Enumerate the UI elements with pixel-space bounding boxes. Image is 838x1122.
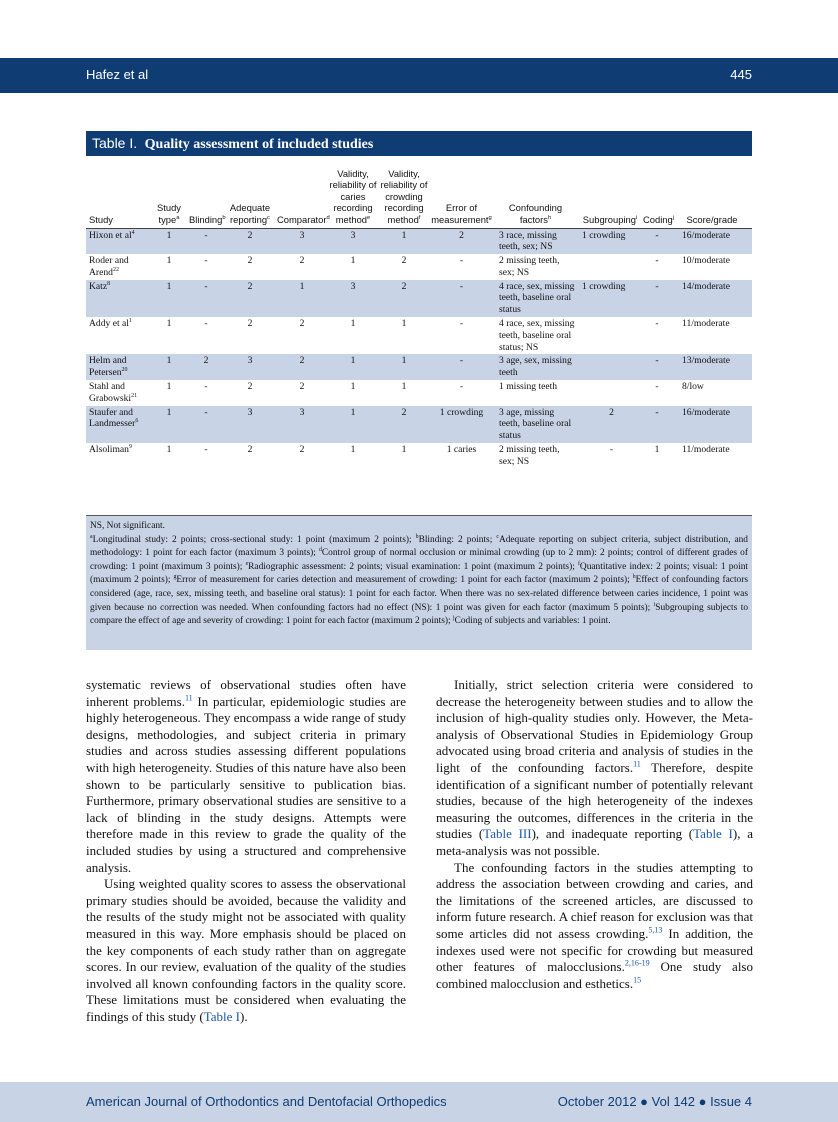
cell: 2 xyxy=(276,354,328,380)
cell: 13/moderate xyxy=(672,354,752,380)
cell: 8/low xyxy=(682,381,704,393)
column-header: Score/grade xyxy=(672,160,752,228)
cell: 1 caries xyxy=(446,444,477,456)
cell: - xyxy=(642,354,672,380)
cell: 1 xyxy=(378,354,430,380)
cell: 1 xyxy=(166,381,172,393)
table-label: Table I. xyxy=(92,135,138,151)
cell: - xyxy=(459,255,464,267)
cell: 2 xyxy=(578,406,642,443)
table-row xyxy=(86,228,752,254)
cell: 3 age, sex, missing teeth xyxy=(493,354,578,380)
cell: 2 xyxy=(299,381,305,393)
cell: 3 race, missing teeth, sex; NS xyxy=(493,228,578,254)
cell: 1 xyxy=(328,354,378,380)
cell: 2 xyxy=(401,255,407,267)
column-header: Error of measurement$^g$ xyxy=(430,160,493,228)
cell: 2 missing teeth, sex; NS xyxy=(499,255,560,278)
cell: 14/moderate xyxy=(672,280,752,317)
running-header xyxy=(0,58,838,93)
study-cell: Staufer and Landmesser$^6$ xyxy=(86,406,150,443)
cell: - xyxy=(642,228,672,254)
cell: 2 xyxy=(247,255,253,267)
cell: - xyxy=(642,406,672,443)
footnote-ns: NS, Not significant. xyxy=(90,521,165,531)
cell: 2 xyxy=(378,406,430,443)
cell xyxy=(578,380,642,406)
issue-info: October 2012 ● Vol 142 ● Issue 4 xyxy=(557,1094,752,1109)
study-cell: Alsoliman$^9$ xyxy=(89,443,132,456)
cell: 16/moderate xyxy=(672,406,752,443)
cell xyxy=(578,354,642,380)
cell: 1 xyxy=(166,255,172,267)
cell: 4 race, sex, missing teeth, baseline oral status; NS xyxy=(499,318,575,353)
cell: 1 xyxy=(150,354,188,380)
cell: - xyxy=(188,228,224,254)
quality-assessment-table xyxy=(86,160,752,469)
column-header: Subgrouping$^i$ xyxy=(578,160,642,228)
cell: 2 xyxy=(299,255,305,267)
cell: 16/moderate xyxy=(672,228,752,254)
table-link[interactable]: Table I xyxy=(693,826,733,842)
column-header: Confounding factors$^h$ xyxy=(493,160,578,228)
cell: - xyxy=(204,255,208,267)
cell: - xyxy=(459,381,464,393)
study-cell: Hixon et $al^4$ xyxy=(86,228,150,254)
citation-link[interactable]: 15 xyxy=(633,975,642,985)
table-title: Quality assessment of included studies xyxy=(144,137,374,152)
cell: 2 xyxy=(299,318,305,330)
journal-name: American Journal of Orthodontics and Dentofacial Orthopedics xyxy=(86,1094,447,1109)
cell: 1 xyxy=(350,318,356,330)
cell: 1 crowding xyxy=(430,406,493,443)
cell: 2 missing teeth, sex; NS xyxy=(499,444,560,467)
cell: 1 xyxy=(150,406,188,443)
cell: 1 xyxy=(150,228,188,254)
table-row xyxy=(86,354,752,380)
cell: 2 xyxy=(299,444,305,456)
cell xyxy=(578,254,642,280)
cell: 1 crowding xyxy=(578,228,642,254)
column-header: Comparator$^d$ xyxy=(276,160,328,228)
cell: 1 xyxy=(328,406,378,443)
cell: 3 xyxy=(328,228,378,254)
cell: 3 xyxy=(276,228,328,254)
cell: 1 xyxy=(166,444,172,456)
cell: 3 xyxy=(328,280,378,317)
table-footnotes xyxy=(86,515,752,650)
study-cell: Addy et $al^1$ xyxy=(89,317,132,330)
column-header: Validity, reliability of caries recording method$^e$ xyxy=(328,160,378,228)
cell xyxy=(578,317,642,354)
cell: 1 xyxy=(654,444,660,456)
cell: 4 race, sex, missing teeth, baseline oral status xyxy=(493,280,578,317)
cell: 1 xyxy=(401,318,407,330)
cell: 2 xyxy=(247,444,253,456)
cell: - xyxy=(188,406,224,443)
cell: 1 xyxy=(401,444,407,456)
paragraph: systematic reviews of observational studies often have inherent problems.$^{11}$ In particular, epidemiologic studies are highly heterogeneous. They encompass a wide range of study designs, methodologies, and subject criteria in primary studies and across studies assessing different populations with high heterogeneity. Studies of this nature have also been shown to be particularly sensitive to publication bias. Furthermore, primary observational studies are sensitive to a lack of blinding in the study designs. Attempts were therefore made in this review to grade the quality of the included studies by using a structured and comprehensive analysis. xyxy=(86,677,406,875)
table-row xyxy=(86,443,752,469)
column-header: Adequate reporting$^c$ xyxy=(224,160,276,228)
table-row xyxy=(86,406,752,443)
cell: - xyxy=(655,255,659,267)
cell: - xyxy=(430,280,493,317)
paragraph: The confounding factors in the studies attempting to address the association between crowding and caries, and the limitations of the screened articles, are discussed to inform future research. A chief reason for exclusion was that some articles did not assess crowding.$^{5,13}$ In addition, the indexes used were not specific for crowding but measured other features of malocclusions.$^{2,16-19}$ One study also combined malocclusion and esthetics.$^{15}$ xyxy=(436,859,753,991)
running-header-author: Hafez et al xyxy=(86,67,149,82)
cell: - xyxy=(430,354,493,380)
citation-link[interactable]: 11 xyxy=(184,693,193,703)
cell: 1 xyxy=(276,280,328,317)
cell: - xyxy=(204,318,208,330)
cell: 1 xyxy=(166,318,172,330)
citation-link[interactable]: 11 xyxy=(633,759,641,769)
cell: 1 xyxy=(350,444,356,456)
cell: 2 xyxy=(224,228,276,254)
cell: - xyxy=(459,318,464,330)
cell: 3 age, missing teeth, baseline oral status xyxy=(493,406,578,443)
study-cell: Stahl and Grabowski$^{21}$ xyxy=(89,381,138,404)
column-header: Study xyxy=(86,160,150,228)
cell: - xyxy=(204,444,208,456)
cell: 2 xyxy=(247,381,253,393)
column-header: Blinding$^b$ xyxy=(188,160,224,228)
cell: 2 xyxy=(247,318,253,330)
cell: 3 xyxy=(224,406,276,443)
cell: - xyxy=(655,318,659,330)
table-row xyxy=(86,380,752,406)
paragraph: Initially, strict selection criteria were considered to decrease the heterogeneity between studies and to allow the inclusion of high-quality studies only. However, the Meta-analysis of Observational Studies in Epidemiology Group advocated using broad criteria and analysis of studies in the light of the confounding factors.$^{11}$ Therefore, despite identification of a significant number of potentially relevant studies, because of the high heterogeneity of the indexes measuring the outcomes, differences in the criteria in the studies (Table III), and inadequate reporting (Table I), a meta-analysis was not possible. xyxy=(436,677,753,858)
table-row xyxy=(86,317,752,354)
cell: 1 crowding xyxy=(578,280,642,317)
body-column-left xyxy=(86,677,406,1025)
cell: - xyxy=(204,381,208,393)
running-footer xyxy=(0,1082,838,1122)
cell: 1 xyxy=(350,255,356,267)
table-header-row xyxy=(86,160,752,228)
column-header: Coding$^j$ xyxy=(642,160,672,228)
paragraph: Using weighted quality scores to assess the observational primary studies should be avoided, because the validity and the results of the study might not be associated with quality measured in this way. More emphasis should be placed on the key components of each study rather than on aggregate scores. In our review, evaluation of the quality of the studies involved all known confounding factors in the quality score. These limitations must be considered when evaluating the findings of this study (Table I). xyxy=(86,876,406,1024)
cell: 1 xyxy=(378,228,430,254)
cell: - xyxy=(642,280,672,317)
footnote-list: $^a$Longitudinal study: 2 points; cross-sectional study: 1 point (maximum 2 points); $^b$Blinding: 2 points; $^c$Adequate reporting on subject criteria, subject distribution, and methodology: 1 point for each factor (maximum 3 points); $^d$Control group of normal occlusion or minimal crowding (up to 2 mm): 2 points; control of different grades of crowding: 1 point (maximum 3 points); $^e$Radiographic assessment: 2 points; visual examination: 1 point (maximum 2 points); $^f$Quantitative index: 2 points; visual: 1 point (maximum 2 points); $^g$Error of measurement for caries detection and measurement of crowding: 1 point for each factor (maximum 2 points); $^h$Effect of confounding factors considered (age, race, sex, missing teeth, and baseline oral status): 1 point for each factor. When there was no sex-related difference between caries incidence, 1 point was given because no correction was needed. When confounding factors had no effect (NS): 1 point was given for each factor (maximum 5 points); $^i$Subgrouping subjects to compare the effect of age and severity of crowding: 1 point for each factor (maximum 2 points); $^j$Coding of subjects and variables: 1 point. xyxy=(90,533,749,627)
cell: - xyxy=(655,381,659,393)
table-row xyxy=(86,280,752,317)
cell: 2 xyxy=(378,280,430,317)
table-row xyxy=(86,254,752,280)
cell: 2 xyxy=(188,354,224,380)
table-link[interactable]: Table I xyxy=(203,1008,240,1024)
page-number: 445 xyxy=(730,67,752,82)
study-cell: Katz$^8$ xyxy=(86,280,150,317)
citation-link[interactable]: 5,13 xyxy=(648,925,663,935)
cell: 11/moderate xyxy=(682,318,730,330)
cell: 1 xyxy=(150,280,188,317)
citation-link[interactable]: 2,16-19 xyxy=(624,958,650,968)
cell: - xyxy=(188,280,224,317)
cell: 3 xyxy=(224,354,276,380)
cell: 2 xyxy=(430,228,493,254)
cell: - xyxy=(609,444,614,456)
table-title-bar xyxy=(86,131,752,156)
column-header: Validity, reliability of crowding recording method$^f$ xyxy=(378,160,430,228)
cell: 1 missing teeth xyxy=(499,381,558,393)
cell: 2 xyxy=(224,280,276,317)
column-header: Study type$^a$ xyxy=(150,160,188,228)
cell: 1 xyxy=(401,381,407,393)
study-cell: Roder and Arend$^{22}$ xyxy=(89,255,129,278)
cell: 1 xyxy=(350,381,356,393)
cell: 3 xyxy=(276,406,328,443)
body-column-right xyxy=(436,677,753,992)
cell: 11/moderate xyxy=(682,444,730,456)
table-link[interactable]: Table III xyxy=(483,826,532,842)
study-cell: Helm and Petersen$^{20}$ xyxy=(86,354,150,380)
cell: 10/moderate xyxy=(682,255,730,267)
